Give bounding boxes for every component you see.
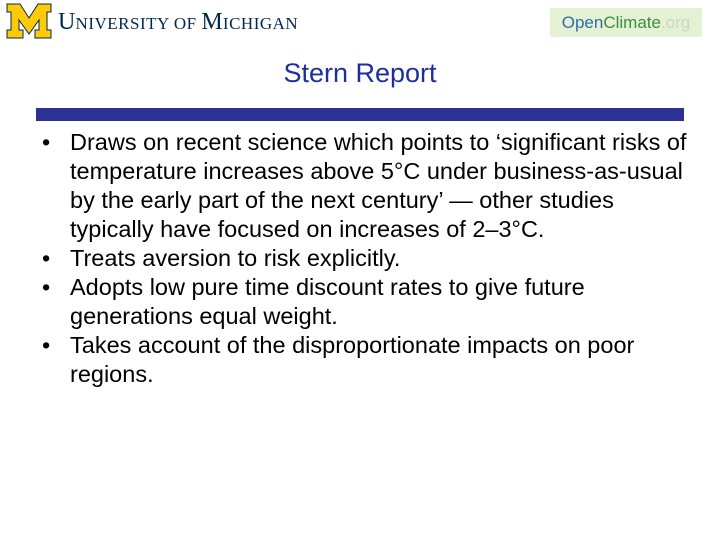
bullet-text: Adopts low pure time discount rates to give future generations equal weight. xyxy=(70,274,585,329)
bullet-dot-icon: • xyxy=(42,245,51,271)
openclimate-logo-climate: Climate xyxy=(603,12,661,32)
bullet-dot-icon: • xyxy=(42,274,51,300)
openclimate-logo-org: .org xyxy=(660,12,691,32)
bullet-text: Takes account of the disproportionate impacts on poor regions. xyxy=(70,332,635,387)
slide-title: Stern Report xyxy=(283,58,437,88)
bullet-text: Draws on recent science which points to ‘significant risks of temperature increases above 5°C under business-as-usual by the early part of the next century’ — other studies typically have focused on increases of 2–3°C. xyxy=(70,129,687,242)
bullet-item xyxy=(40,273,690,331)
title-divider xyxy=(36,108,684,121)
bullet-list xyxy=(40,128,690,389)
openclimate-logo xyxy=(550,8,702,37)
bullet-dot-icon: • xyxy=(42,129,51,155)
bullet-item xyxy=(40,331,690,389)
block-m-icon xyxy=(6,3,52,39)
bullet-item xyxy=(40,244,690,273)
bullet-item xyxy=(40,128,690,244)
bullet-dot-icon: • xyxy=(42,332,51,358)
openclimate-logo-open: Open xyxy=(561,12,604,32)
bullet-text: Treats aversion to risk explicitly. xyxy=(70,245,401,271)
university-name: UNIVERSITY OF MICHIGAN xyxy=(58,9,299,35)
